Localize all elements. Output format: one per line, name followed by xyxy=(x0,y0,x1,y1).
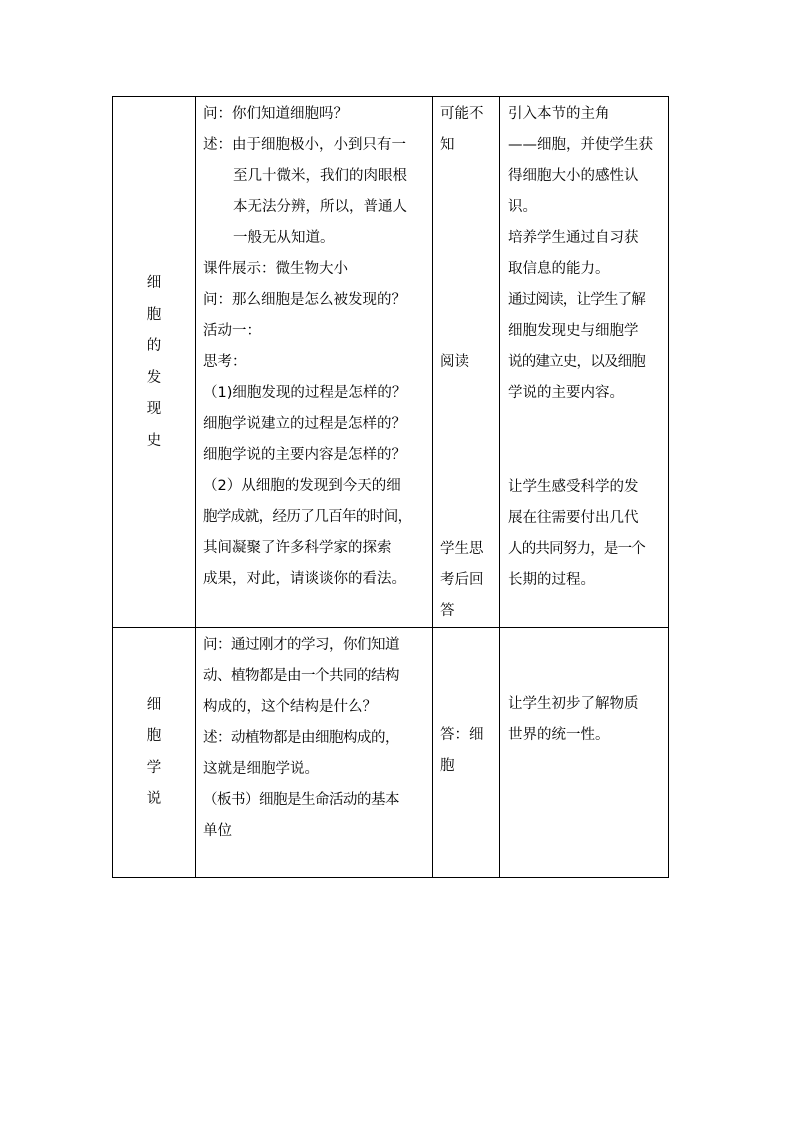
teacher-line: 这就是细胞学说。 xyxy=(203,761,319,777)
intent-line: 让学生感受科学的发 xyxy=(508,479,639,495)
topic-char: 胞 xyxy=(146,306,162,323)
intent-line: 取信息的能力。 xyxy=(508,261,610,277)
teacher-line: 其间凝聚了许多科学家的探索 xyxy=(203,540,392,556)
teacher-line: 单位 xyxy=(203,823,232,839)
student-line: 阅读 xyxy=(440,354,469,370)
design-intent-cell xyxy=(500,97,669,628)
teacher-activity-cell xyxy=(196,97,433,628)
intent-line: 识。 xyxy=(508,199,537,215)
topic-cell xyxy=(113,97,196,628)
intent-line: 得细胞大小的感性认 xyxy=(508,168,639,184)
intent-line: 学说的主要内容。 xyxy=(508,385,624,401)
student-line: 学生思 xyxy=(440,541,484,557)
intent-line: 细胞发现史与细胞学 xyxy=(508,323,639,339)
teacher-line: 述：动植物都是由细胞构成的， xyxy=(203,730,399,746)
intent-line: 说的建立史，以及细胞 xyxy=(508,354,645,370)
table-row xyxy=(113,628,669,878)
topic-char: 细 xyxy=(146,696,162,713)
intent-line: 人的共同努力，是一个 xyxy=(508,541,645,557)
teacher-line: 一般无从知道。 xyxy=(233,230,335,246)
teacher-line: （2）从细胞的发现到今天的细 xyxy=(203,478,401,494)
topic-char: 发 xyxy=(146,369,162,386)
teacher-line: 细胞学说建立的过程是怎样的？ xyxy=(203,416,406,432)
intent-line: 通过阅读，让学生了解 xyxy=(508,292,645,308)
topic-char: 史 xyxy=(146,432,162,449)
table-row xyxy=(113,97,669,628)
lesson-plan-table xyxy=(112,96,669,878)
teacher-line: 思考： xyxy=(203,354,247,370)
intent-line: ——细胞，并使学生获 xyxy=(508,137,653,153)
teacher-line: 构成的，这个结构是什么？ xyxy=(203,699,377,715)
student-line: 答 xyxy=(440,603,455,619)
teacher-line: （1)细胞发现的过程是怎样的？ xyxy=(203,385,407,401)
intent-line: 培养学生通过自习获 xyxy=(508,230,639,246)
teacher-line: 至几十微米，我们的肉眼根 xyxy=(233,168,407,184)
teacher-line: 成果，对此，请谈谈你的看法。 xyxy=(203,571,406,587)
topic-char: 现 xyxy=(146,401,162,417)
teacher-line: 课件展示：微生物大小 xyxy=(203,261,348,277)
student-line: 考后回 xyxy=(440,572,484,588)
teacher-line: 述：由于细胞极小，小到只有一 xyxy=(203,137,406,153)
teacher-activity-cell xyxy=(196,628,433,878)
topic-char: 学 xyxy=(146,759,162,776)
teacher-line: 问：通过刚才的学习，你们知道 xyxy=(203,637,399,653)
teacher-line: 胞学成就，经历了几百年的时间， xyxy=(203,509,412,525)
design-intent-cell xyxy=(500,628,669,878)
teacher-line: 活动一： xyxy=(203,323,261,339)
teacher-line: 问：你们知道细胞吗？ xyxy=(203,106,348,122)
intent-line: 引入本节的主角 xyxy=(508,106,610,122)
student-line: 答：细 xyxy=(440,727,484,743)
student-activity-cell xyxy=(433,628,500,878)
topic-cell xyxy=(113,628,196,878)
teacher-line: 问：那么细胞是怎么被发现的？ xyxy=(203,292,406,308)
student-line: 知 xyxy=(440,137,455,153)
intent-line: 让学生初步了解物质 xyxy=(508,696,639,712)
teacher-line: 动、植物都是由一个共同的结构 xyxy=(203,668,399,684)
topic-char: 的 xyxy=(146,338,162,354)
intent-line: 长期的过程。 xyxy=(508,572,595,588)
student-line: 胞 xyxy=(440,758,455,774)
teacher-line: （板书）细胞是生命活动的基本 xyxy=(203,792,399,808)
intent-line: 世界的统一性。 xyxy=(508,727,610,743)
topic-char: 细 xyxy=(146,275,162,291)
student-activity-cell xyxy=(433,97,500,628)
topic-char: 胞 xyxy=(146,728,162,744)
intent-line: 展在往需要付出几代 xyxy=(508,510,639,526)
student-line: 可能不 xyxy=(440,106,484,122)
topic-char: 说 xyxy=(146,791,162,807)
teacher-line: 细胞学说的主要内容是怎样的？ xyxy=(203,447,406,463)
teacher-line: 本无法分辨，所以，普通人 xyxy=(233,199,407,215)
